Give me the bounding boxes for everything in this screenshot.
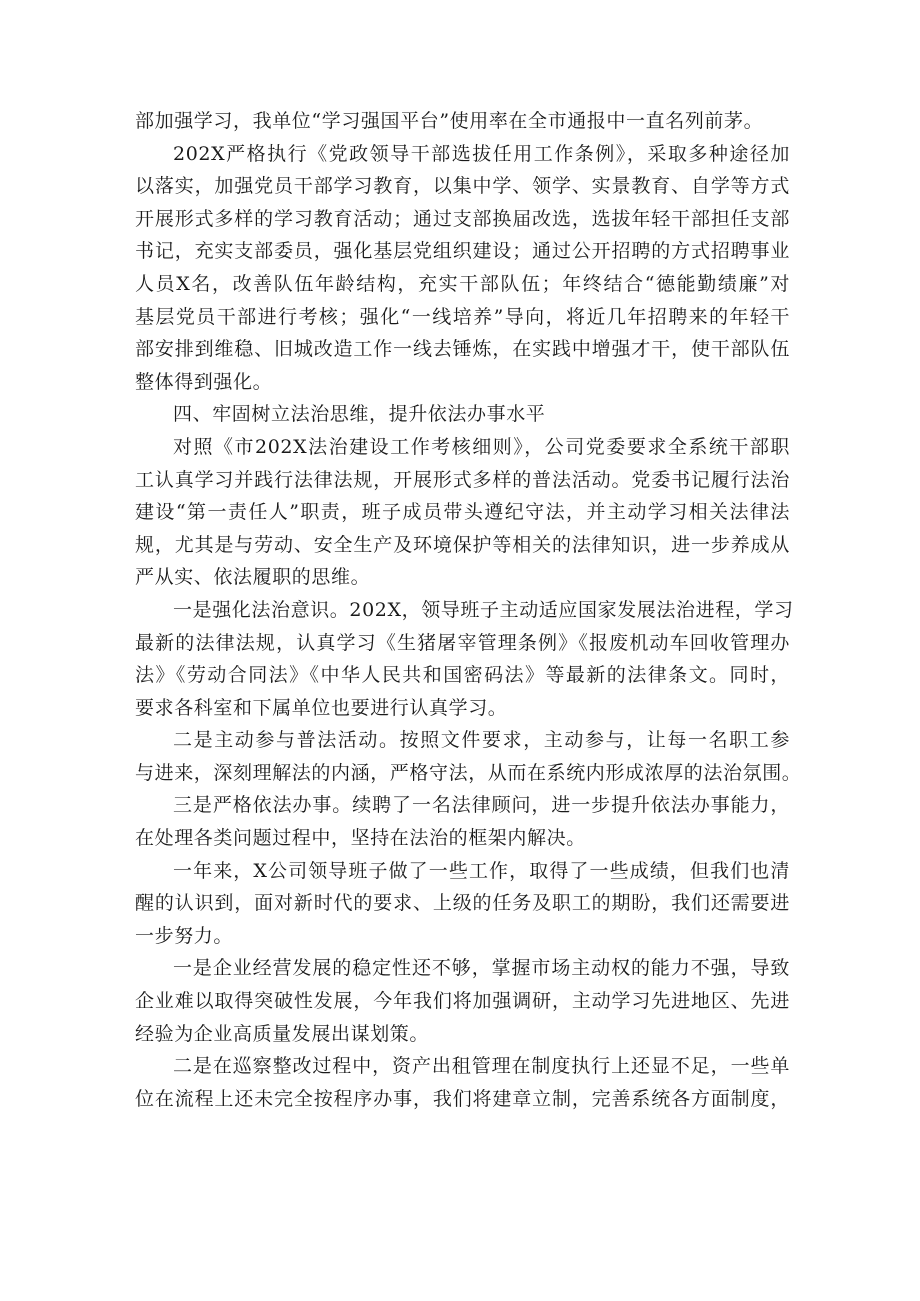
- text-line: 建设“第一责任人”职责，班子成员带头遵纪守法，并主动学习相关法律法: [135, 501, 790, 524]
- text-line: 一是强化法治意识。202X，领导班子主动适应国家发展法治进程，学习: [173, 598, 794, 621]
- paragraph: [135, 855, 790, 953]
- text-line: 一步努力。: [135, 924, 234, 947]
- text-line: 基层党员干部进行考核；强化“一线培养”导向，将近几年招聘来的年轻干: [135, 305, 790, 328]
- text-line: 部加强学习，我单位“学习强国平台”使用率在全市通报中一直名列前茅。: [135, 110, 764, 132]
- text-line: 以落实，加强党员干部学习教育，以集中学、领学、实景教育、自学等方式: [135, 175, 790, 198]
- text-line: 最新的法律法规，认真学习《生猪屠宰管理条例》《报废机动车回收管理办: [135, 631, 790, 654]
- text-line: 202X严格执行《党政领导干部选拔任用工作条例》，采取多种途径加: [173, 142, 790, 165]
- text-line: 三是严格依法办事。续聘了一名法律顾问，进一步提升依法办事能力，: [173, 794, 790, 817]
- heading-text: 四、牢固树立法治思维，提升依法办事水平: [173, 403, 546, 426]
- text-line: 法》《劳动合同法》《中华人民共和国密码法》等最新的法律条文。同时，: [135, 664, 790, 687]
- text-line: 企业难以取得突破性发展，今年我们将加强调研，主动学习先进地区、先进: [135, 990, 790, 1013]
- paragraph: [135, 105, 790, 138]
- text-line: 规，尤其是与劳动、安全生产及环境保护等相关的法律知识，进一步养成从: [135, 533, 790, 556]
- paragraph: [135, 724, 802, 789]
- text-line: 在处理各类问题过程中，坚持在法治的框架内解决。: [135, 827, 586, 850]
- text-line: 人员X名，改善队伍年龄结构，充实干部队伍；年终结合“德能勤绩廉”对: [135, 272, 790, 295]
- text-line: 醒的认识到，面对新时代的要求、上级的任务及职工的期盼，我们还需要进: [135, 892, 790, 915]
- section-heading: [135, 398, 790, 431]
- text-line: 对照《市202X法治建设工作考核细则》，公司党委要求全系统干部职: [173, 435, 790, 458]
- text-line: 严从实、依法履职的思维。: [135, 566, 371, 589]
- text-line: 一年来，X公司领导班子做了一些工作，取得了一些成绩，但我们也清: [173, 859, 790, 882]
- text-line: 部安排到维稳、旧城改造工作一线去锤炼，在实践中增强才干，使干部队伍: [135, 338, 790, 361]
- text-line: 整体得到强化。: [135, 370, 273, 393]
- text-line: 经验为企业高质量发展出谋划策。: [135, 1022, 430, 1045]
- paragraph: [135, 594, 794, 724]
- paragraph: [135, 138, 790, 399]
- paragraph: [135, 952, 790, 1050]
- document-page: [135, 105, 802, 1115]
- text-line: 一是企业经营发展的稳定性还不够，掌握市场主动权的能力不强，导致: [173, 957, 790, 980]
- text-line: 与进来，深刻理解法的内涵，严格守法，从而在系统内形成浓厚的法治氛围。: [135, 761, 802, 784]
- text-line: 要求各科室和下属单位也要进行认真学习。: [135, 696, 508, 719]
- text-line: 二是主动参与普法活动。按照文件要求，主动参与，让每一名职工参: [173, 729, 790, 752]
- paragraph: [135, 1050, 790, 1115]
- text-line: 位在流程上还未完全按程序办事，我们将建章立制，完善系统各方面制度，: [135, 1087, 790, 1110]
- text-line: 二是在巡察整改过程中，资产出租管理在制度执行上还显不足，一些单: [173, 1055, 790, 1078]
- paragraph: [135, 789, 790, 854]
- paragraph: [135, 431, 790, 594]
- text-line: 开展形式多样的学习教育活动；通过支部换届改选，选拔年轻干部担任支部: [135, 207, 790, 230]
- text-line: 书记，充实支部委员，强化基层党组织建设；通过公开招聘的方式招聘事业: [135, 240, 790, 263]
- text-line: 工认真学习并践行法律法规，开展形式多样的普法活动。党委书记履行法治: [135, 468, 790, 491]
